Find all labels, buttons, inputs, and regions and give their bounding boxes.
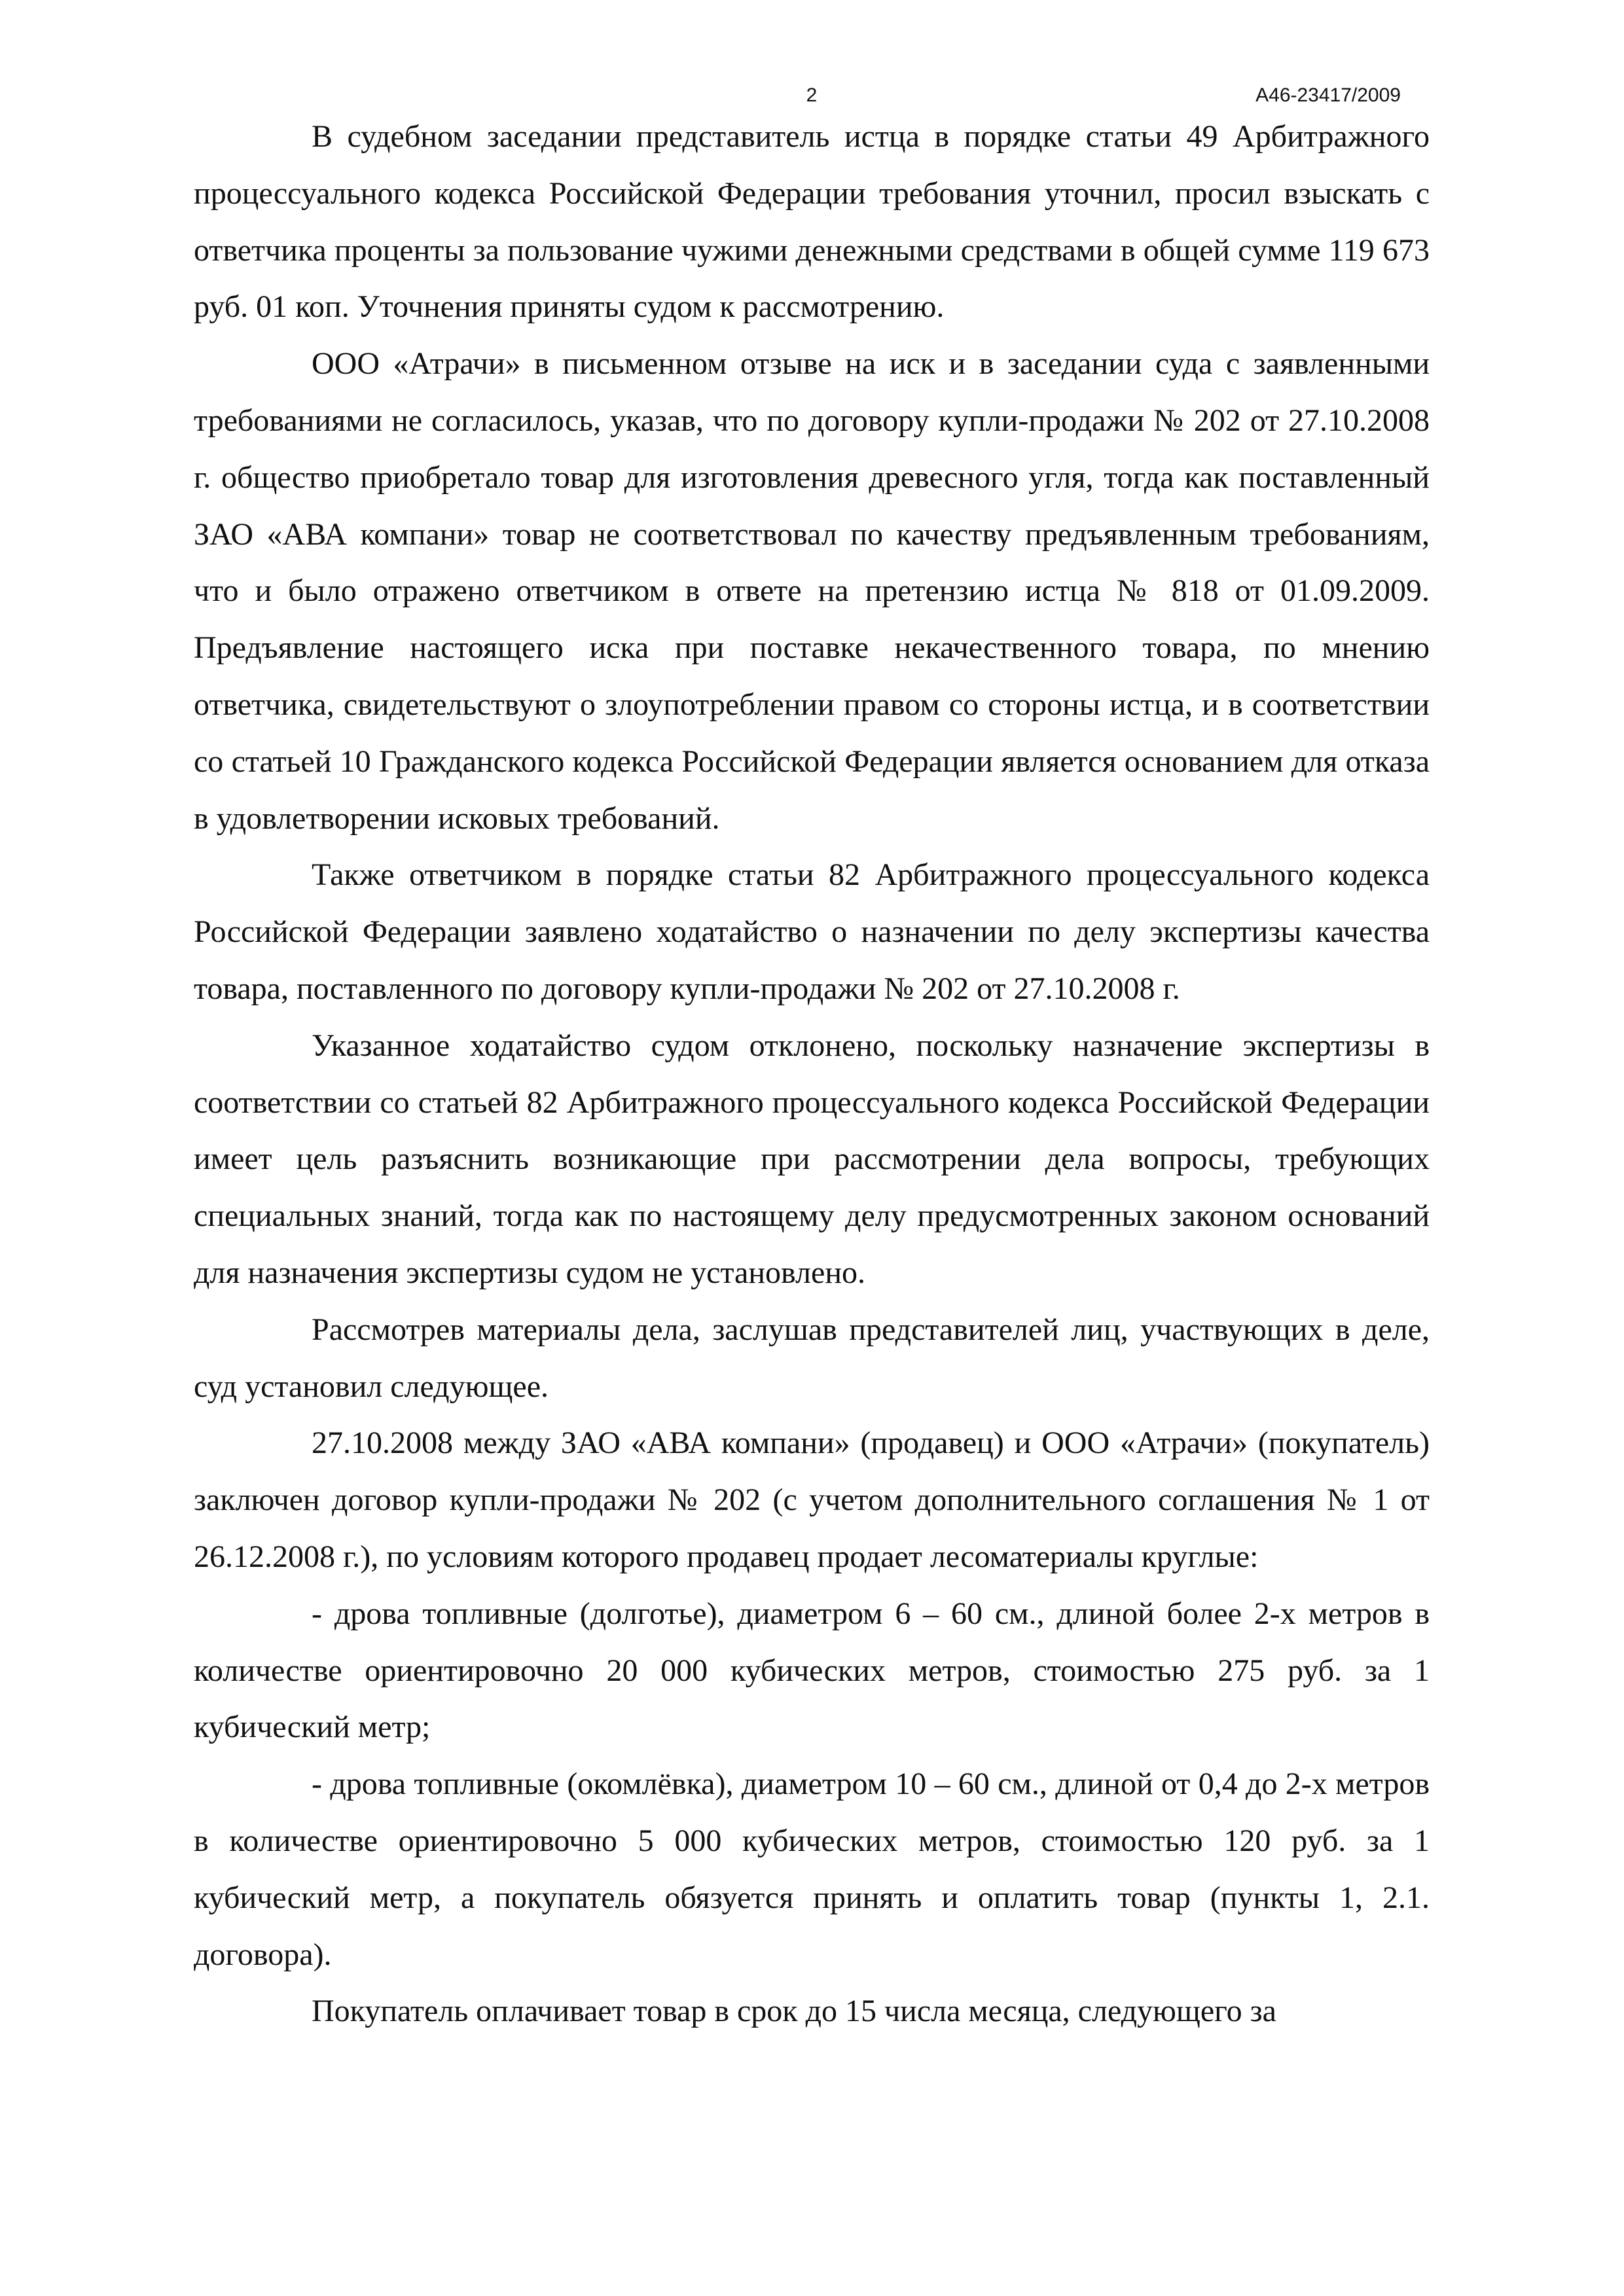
paragraph-clarification: В судебном заседании представитель истца в порядке статьи 49 Арбитражного процессуального кодекса Российской Федерации требования уточнил, просил взыскать с ответчика проценты за пользование чужими денежными средствами в общей сумме 119 673 руб. 01 коп. Уточнения приняты судом к рассмотрению. <box>194 119 1430 325</box>
paragraph-motion-rejected: Указанное ходатайство судом отклонено, поскольку назначение экспертизы в соответствии со статьей 82 Арбитражного процессуального кодекса Российской Федерации имеет цель разъяснить возникающие при рассмотрении дела вопросы, требующих специальных знаний, тогда как по настоящему делу предусмотренных законом оснований для назначения экспертизы судом не установлено. <box>194 1028 1430 1290</box>
page-number: 2 <box>806 84 818 106</box>
paragraph-expertise-motion: Также ответчиком в порядке статьи 82 Арбитражного процессуального кодекса Российской Федерации заявлено ходатайство о назначении по делу экспертизы качества товара, поставленного по договору купли-продажи № 202 от 27.10.2008 г. <box>194 857 1430 1006</box>
case-number: А46-23417/2009 <box>1255 84 1401 106</box>
paragraph-contract: 27.10.2008 между ЗАО «АВА компани» (продавец) и ООО «Атрачи» (покупатель) заключен договор купли-продажи № 202 (с учетом дополнительного соглашения № 1 от 26.12.2008 г.), по условиям которого продавец продает лесоматериалы круглые: <box>194 1426 1430 1574</box>
paragraph-defendant-objection: ООО «Атрачи» в письменном отзыве на иск и в заседании суда с заявленными требованиями не согласилось, указав, что по договору купли-продажи № 202 от 27.10.2008 г. общество приобретало товар для изготовления древесного угля, тогда как поставленный ЗАО «АВА компани» товар не соответствовал по качеству предъявленным требованиям, что и было отражено ответчиком в ответе на претензию истца № 818 от 01.09.2009. Предъявление настоящего иска при поставке некачественного товара, по мнению ответчика, свидетельствуют о злоупотреблении правом со стороны истца, и в соответствии со статьей 10 Гражданского кодекса Российской Федерации является основанием для отказа в удовлетворении исковых требований. <box>194 346 1430 836</box>
list-item-firewood-butt: - дрова топливные (окомлёвка), диаметром 10 – 60 см., длиной от 0,4 до 2-х метров в количестве ориентировочно 5 000 кубических метров, стоимостью 120 руб. за 1 кубический метр, а покупатель обязуется принять и оплатить товар (пункты 1, 2.1. договора). <box>194 1767 1430 1972</box>
list-item-firewood-long: - дрова топливные (долготье), диаметром 6 – 60 см., длиной более 2-х метров в количестве ориентировочно 20 000 кубических метров, стоимостью 275 руб. за 1 кубический метр; <box>194 1596 1430 1745</box>
document-body <box>194 109 1430 2040</box>
paragraph-court-established: Рассмотрев материалы дела, заслушав представителей лиц, участвующих в деле, суд установил следующее. <box>194 1312 1430 1404</box>
paragraph-payment-terms: Покупатель оплачивает товар в срок до 15 числа месяца, следующего за <box>312 1994 1276 2029</box>
